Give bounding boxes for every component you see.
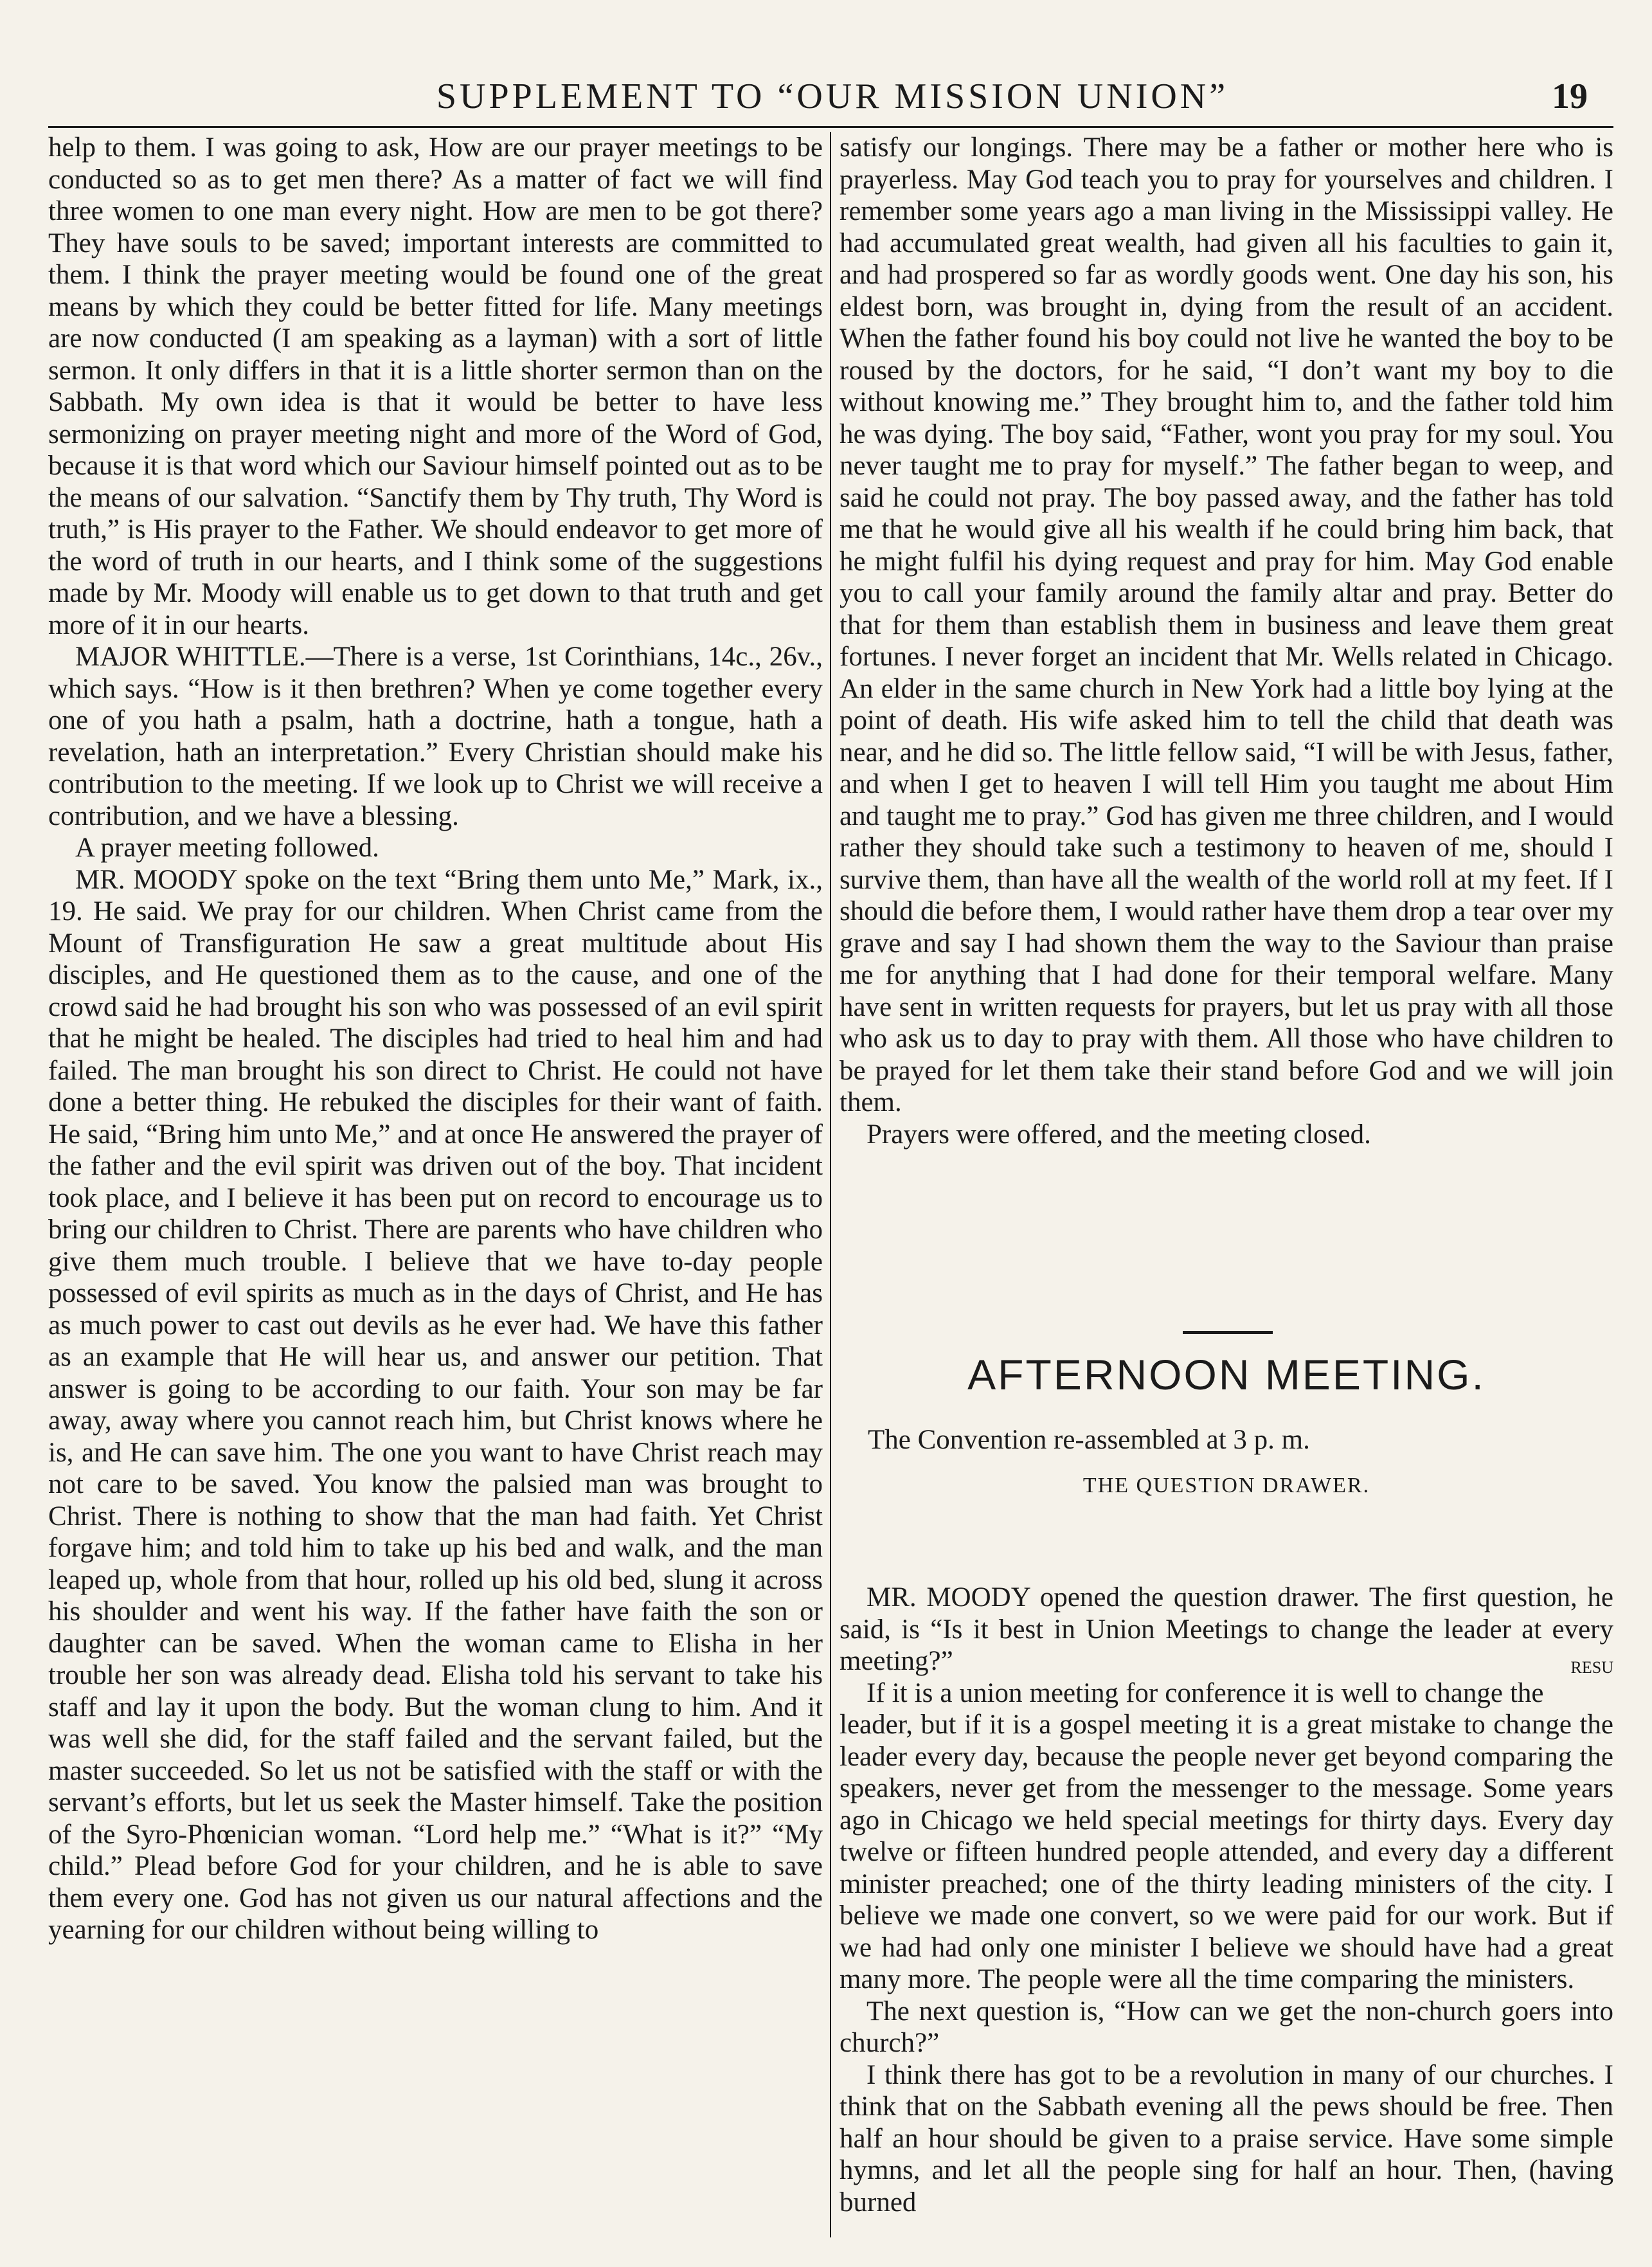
paragraph: MR. MOODY spoke on the text “Bring them unto Me,” Mark, ix., 19. He said. We pray for our children. When Christ came from the Mount of Transfiguration He saw a great multitude about His disciples, and He questioned them as to the cause, and one of the crowd said he had brought his son who was possessed of an evil spirit that he might be healed. The disciples had tried to heal him and had failed. The man brought his son direct to Christ. He could not have done a better thing. He rebuked the disciples for their want of faith. He said, “Bring him unto Me,” and at once He answered the prayer of the father and the evil spirit was driven out of the boy. That incident took place, and I believe it has been put on record to encourage us to bring our children to Christ. There are parents who have children who give them much trouble. I believe that we have to-day people possessed of evil spirits as much as in the days of Christ, and He has as much power to cast out devils as he ever had. We have this father as an example that He will hear us, and answer our petition. That answer is going to be according to our faith. Your son may be far away, away where you cannot reach him, but Christ knows where he is, and He can save him. The one you want to have Christ reach may not care to be saved. You know the palsied man was brought to Christ. There is nothing to show that the man had faith. Yet Christ forgave him; and told him to take up his bed and walk, and the man leaped up, whole from that hour, rolled up his old bed, slung it across his shoulder and went his way. If the father have faith the son or daughter can be saved. When the woman came to Elisha in her trouble her son was already dead. Elisha told his servant to take his staff and lay it upon the body. But the woman clung to him. And it was well she did, for the staff failed and the servant failed, but the master succeeded. So let us not be satisfied with the staff or with the servant’s efforts, but let us seek the Master himself. Take the position of the Syro-Phœnician woman. “Lord help me.” “What is it?” “My child.” Plead before God for your children, and he is able to save them every one. God has not given us our natural affections and the yearning for our children without being willing to bbox=[48, 864, 823, 1945]
section-subheading: THE QUESTION DRAWER. bbox=[1082, 1474, 1370, 1497]
paragraph-with-mark bbox=[839, 1582, 1613, 1677]
right-column-bottom bbox=[839, 1582, 1613, 2218]
section-divider bbox=[1183, 1331, 1273, 1334]
paragraph: The next question is, “How can we get the non-church goers into church?” bbox=[839, 1996, 1613, 2058]
paragraph: Prayers were offered, and the meeting closed. bbox=[866, 1119, 1371, 1150]
stamp-mark: RESU bbox=[1570, 1658, 1613, 1677]
header-rule bbox=[48, 126, 1613, 128]
right-column-top bbox=[839, 132, 1613, 1150]
paragraph: MR. MOODY opened the question drawer. The first question, he said, is “Is it best in Union Meetings to change the leader at every meeting?” bbox=[839, 1582, 1613, 1676]
column-divider bbox=[830, 132, 831, 2237]
paragraph: MAJOR WHITTLE.—There is a verse, 1st Corinthians, 14c., 26v., which says. “How is it then brethren? When ye come together every one of you hath a psalm, hath a doctrine, hath a tongue, hath a revelation, hath an interpretation.” Every Christian should make his contribution to the meeting. If we look up to Christ we will receive a contribution, and we have a blessing. bbox=[48, 642, 823, 831]
running-title: SUPPLEMENT TO “OUR MISSION UNION” bbox=[436, 77, 1229, 116]
paragraph: satisfy our longings. There may be a father or mother here who is prayerless. May God teach you to pray for yourselves and children. I remember some years ago a man living in the Mississippi valley. He had accumulated great wealth, had given all his faculties to gain it, and had prospered so far as wordly goods went. One day his son, his eldest born, was brought in, dying from the result of an accident. When the father found his boy could not live he wanted the boy to be roused by the doctors, for he said, “I don’t want my boy to die without knowing me.” They brought him to, and the father told him he was dying. The boy said, “Father, wont you pray for my soul. You never taught me to pray for myself.” The father began to weep, and said he could not pray. The boy passed away, and the father has told me that he would give all his wealth if he could bring him back, that he might fulfil his dying request and pray for him. May God enable you to call your family around the family altar and pray. Better do that for them than establish them in business and leave them great fortunes. I never forget an incident that Mr. Wells related in Chicago. An elder in the same church in New York had a little boy lying at the point of death. His wife asked him to tell the child that death was near, and he did so. The little fellow said, “I will be with Jesus, father, and when I get to heaven I will tell Him you taught me about Him and taught me to pray.” God has given me three children, and I would rather they should take such a testimony to heaven of me, should I survive them, than have all the wealth of the world roll at my feet. If I should die before them, I would rather have them drop a tear over my grave and say I had shown them the way to the Saviour than praise me for anything that I had done for their temporal welfare. Many have sent in written requests for prayers, but let us pray with all those who ask us to day to pray with them. All those who have children to be prayed for let them take their stand before God and we will join them. bbox=[839, 132, 1613, 1117]
left-column bbox=[48, 132, 823, 1946]
paragraph: help to them. I was going to ask, How are our prayer meetings to be conducted so as to get men there? As a matter of fact we will find three women to one man every night. How are men to be got there? They have souls to be saved; important interests are committed to them. I think the prayer meeting would be found one of the great means by which they could be better fitted for life. Many meetings are now conducted (I am speaking as a layman) with a sort of little sermon. It only differs in that it is a little shorter sermon than on the Sabbath. My own idea is that it would be better to have less sermonizing on prayer meeting night and more of the Word of God, because it is that word which our Saviour himself pointed out as to be the means of our salvation. “Sanctify them by Thy truth, Thy Word is truth,” is His prayer to the Father. We should endeavor to get more of the word of truth in our hearts, and I think some of the suggestions made by Mr. Moody will enable us to get down to that truth and get more of it in our hearts. bbox=[48, 132, 823, 640]
section-title: AFTERNOON MEETING. bbox=[967, 1351, 1486, 1398]
paragraph: I think there has got to be a revolution in many of our churches. I think that on the Sabbath evening all the pews should be free. Then half an hour should be given to a praise service. Have some simple hymns, and let all the people sing for half an hour. Then, (having burned bbox=[839, 2059, 1613, 2217]
paragraph: If it is a union meeting for conference it is well to change the leader, but if it is a gospel meeting it is a great mistake to change the leader every day, because the people never get beyond comparing the speakers, never get from the messenger to the message. Some years ago in Chicago we held special meetings for thirty days. Every day twelve or fifteen hundred people attended, and every day a different minister preached; one of the thirty leading ministers of the city. I believe we made one convert, so we were paid for our work. But if we had had only one minister I believe we should have had a great many more. The people were all the time comparing the ministers. bbox=[839, 1677, 1613, 1994]
paragraph: A prayer meeting followed. bbox=[75, 833, 379, 863]
section-intro: The Convention re-assembled at 3 p. m. bbox=[868, 1425, 1310, 1455]
page-number: 19 bbox=[1552, 77, 1588, 116]
page-header bbox=[58, 76, 1607, 127]
